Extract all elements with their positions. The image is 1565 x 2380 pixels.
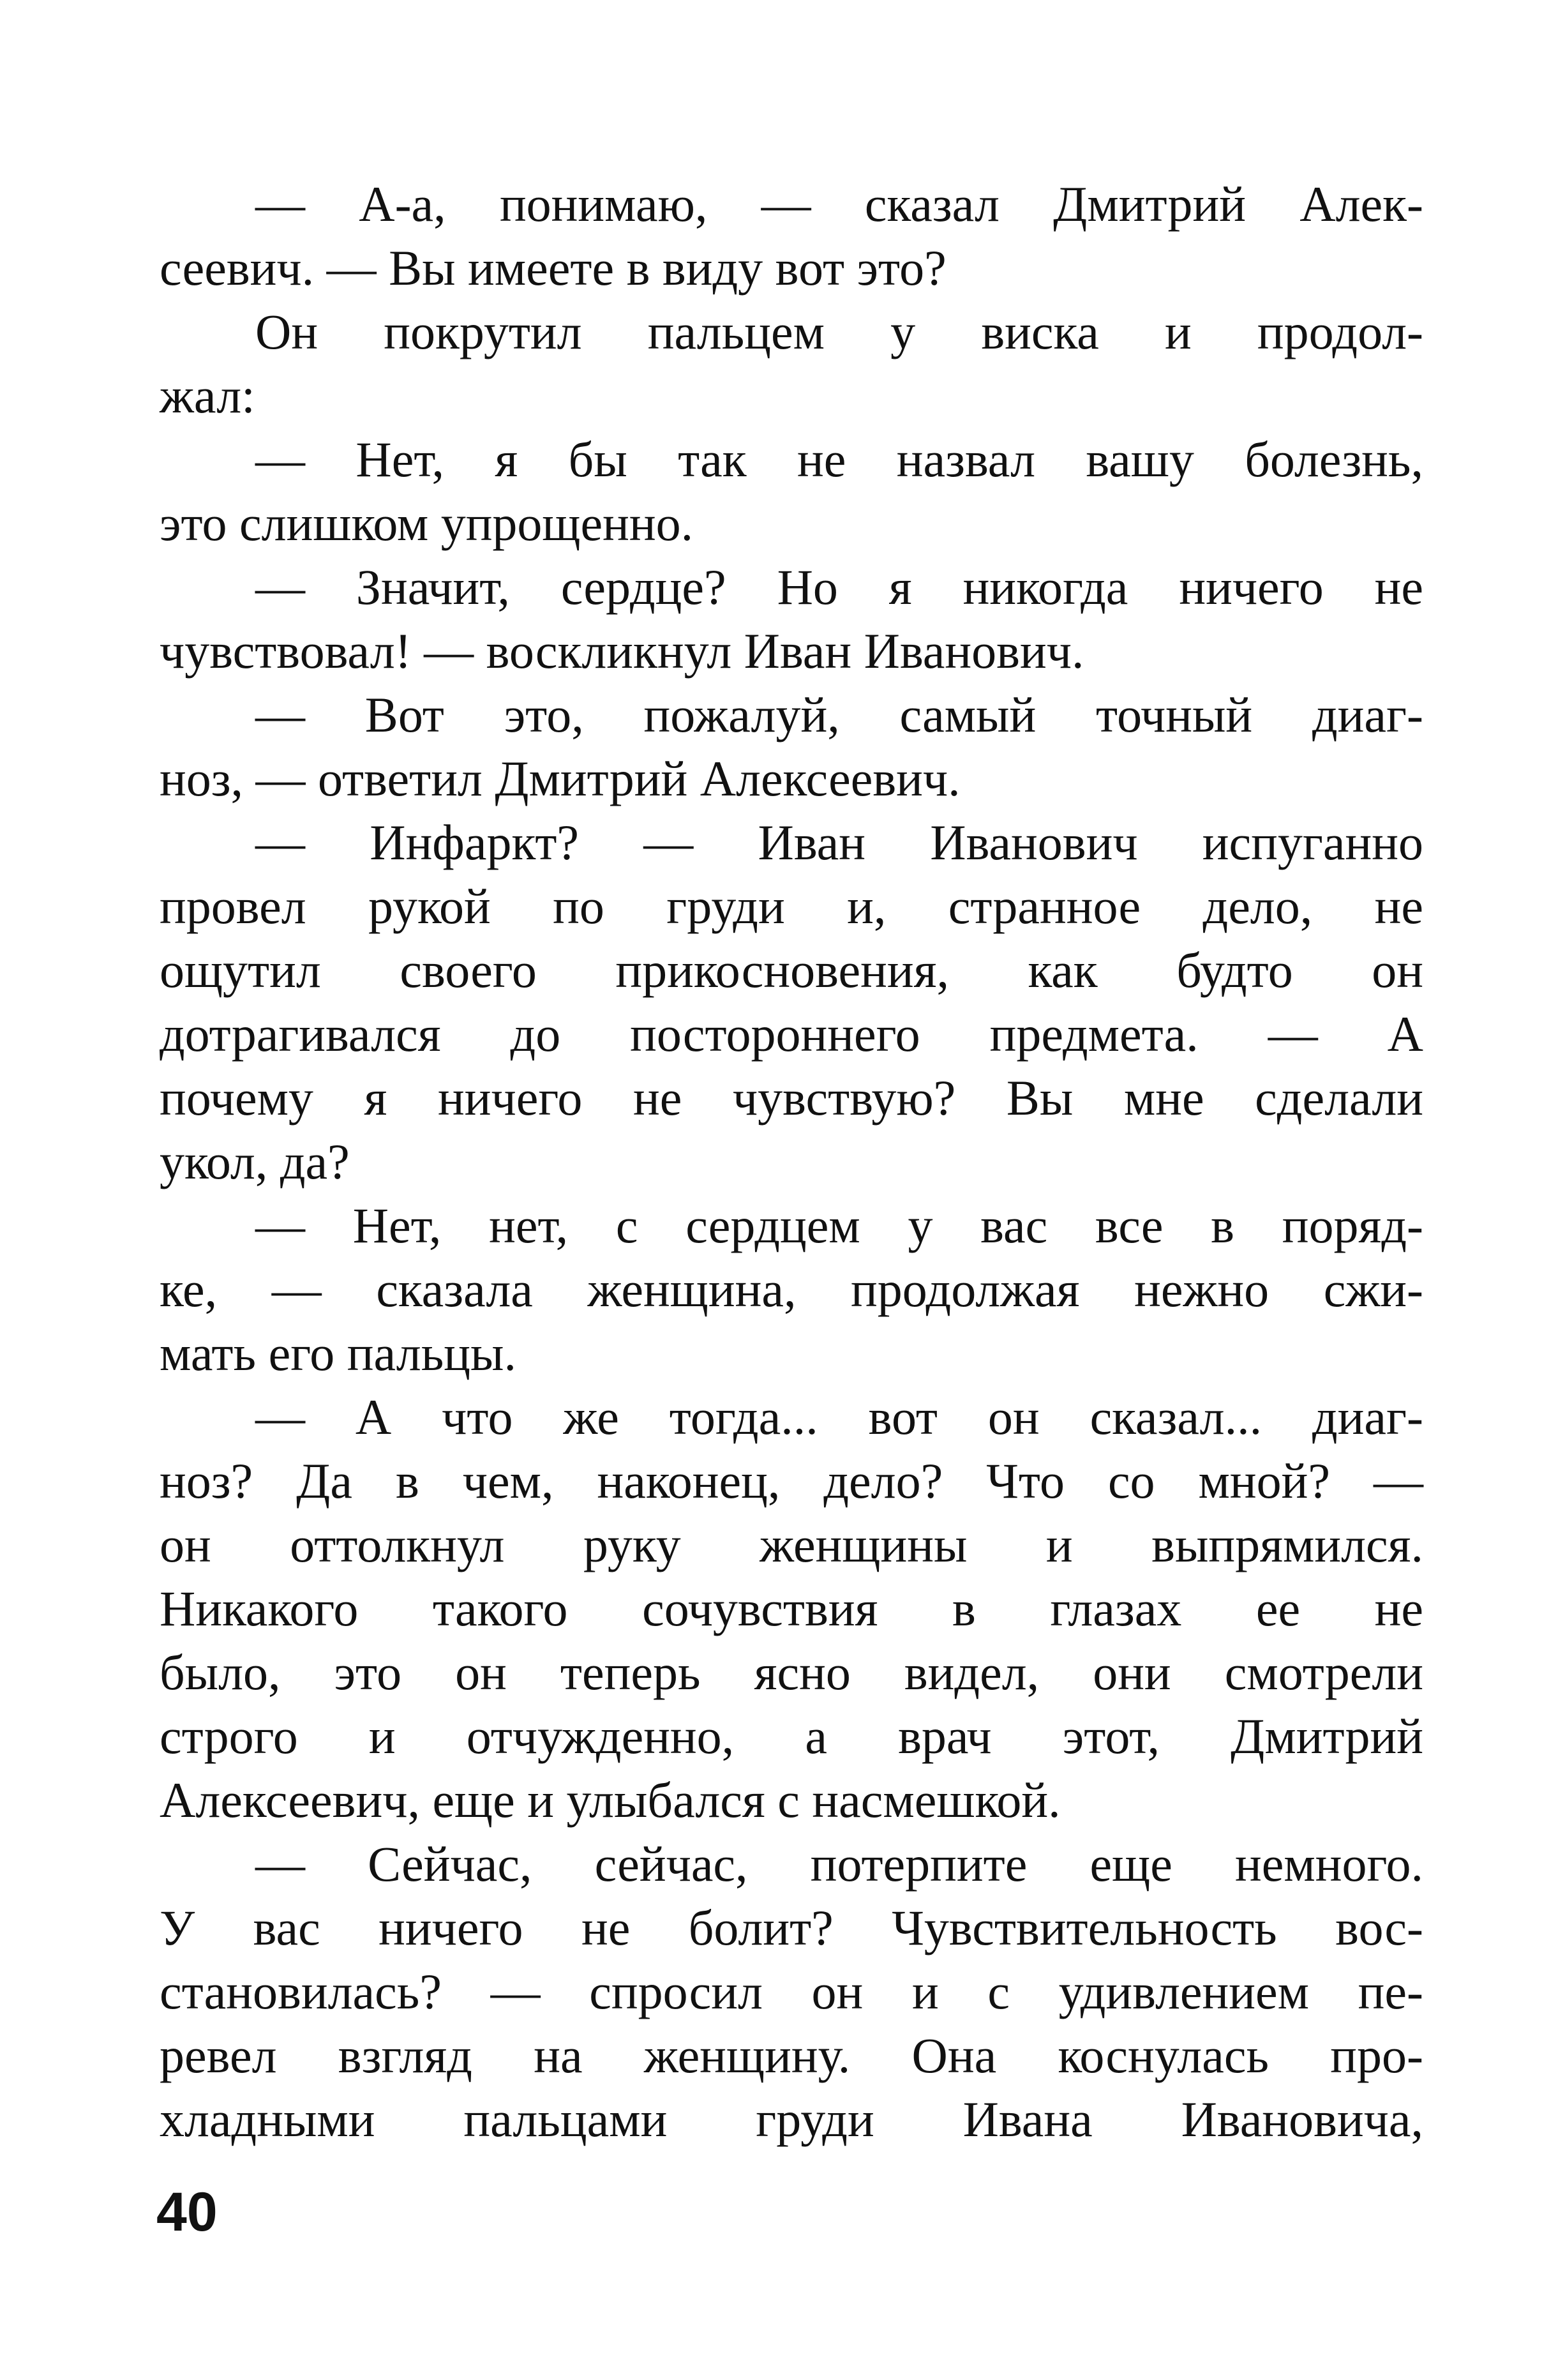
page-number: 40 (156, 2181, 218, 2243)
text-line: провел рукой по груди и, странное дело, не (160, 878, 1423, 934)
text-line: мать его пальцы. (160, 1325, 516, 1381)
text-line: это слишком упрощенно. (160, 495, 694, 551)
text-line: строго и отчужденно, а врач этот, Дмитрий (160, 1708, 1423, 1764)
text-line: дотрагивался до постороннего предмета. — А (160, 1006, 1423, 1062)
text-line: ке, — сказала женщина, продолжая нежно сжи- (160, 1262, 1423, 1317)
text-line: сеевич. — Вы имеете в виду вот это? (160, 240, 947, 296)
text-line: он оттолкнул руку женщины и выпрямился. (160, 1517, 1423, 1572)
text-line: укол, да? (160, 1134, 350, 1189)
text-line: — Сейчас, сейчас, потерпите еще немного. (255, 1836, 1423, 1892)
text-line: становилась? — спросил он и с удивлением пе- (160, 1964, 1423, 2019)
text-line: было, это он теперь ясно видел, они смотрели (160, 1645, 1423, 1700)
text-line: — Нет, я бы так не назвал вашу болезнь, (255, 432, 1423, 487)
text-line: ощутил своего прикосновения, как будто он (160, 942, 1423, 998)
text-line: ноз, — ответил Дмитрий Алексеевич. (160, 751, 961, 806)
text-line: почему я ничего не чувствую? Вы мне сделали (160, 1070, 1423, 1126)
text-line: хладными пальцами груди Ивана Ивановича, (160, 2091, 1423, 2147)
text-line: — А-а, понимаю, — сказал Дмитрий Алек- (255, 176, 1423, 232)
text-line: У вас ничего не болит? Чувствительность вос- (160, 1900, 1423, 1955)
text-line: ноз? Да в чем, наконец, дело? Что со мной? — (160, 1453, 1423, 1509)
text-line: ревел взгляд на женщину. Она коснулась про- (160, 2028, 1423, 2083)
text-line: жал: (160, 368, 255, 423)
text-line: Никакого такого сочувствия в глазах ее не (160, 1581, 1423, 1636)
text-line: чувствовал! — воскликнул Иван Иванович. (160, 623, 1084, 679)
text-line: — Нет, нет, с сердцем у вас все в поряд- (255, 1198, 1423, 1253)
text-line: Он покрутил пальцем у виска и продол- (255, 304, 1423, 359)
body-text (160, 172, 1423, 2151)
text-line: — Значит, сердце? Но я никогда ничего не (255, 559, 1423, 615)
text-line: Алексеевич, еще и улыбался с насмешкой. (160, 1772, 1061, 1828)
text-line: — А что же тогда... вот он сказал... диаг- (255, 1389, 1423, 1445)
text-line: — Инфаркт? — Иван Иванович испуганно (255, 815, 1423, 870)
text-line: — Вот это, пожалуй, самый точный диаг- (255, 687, 1423, 742)
